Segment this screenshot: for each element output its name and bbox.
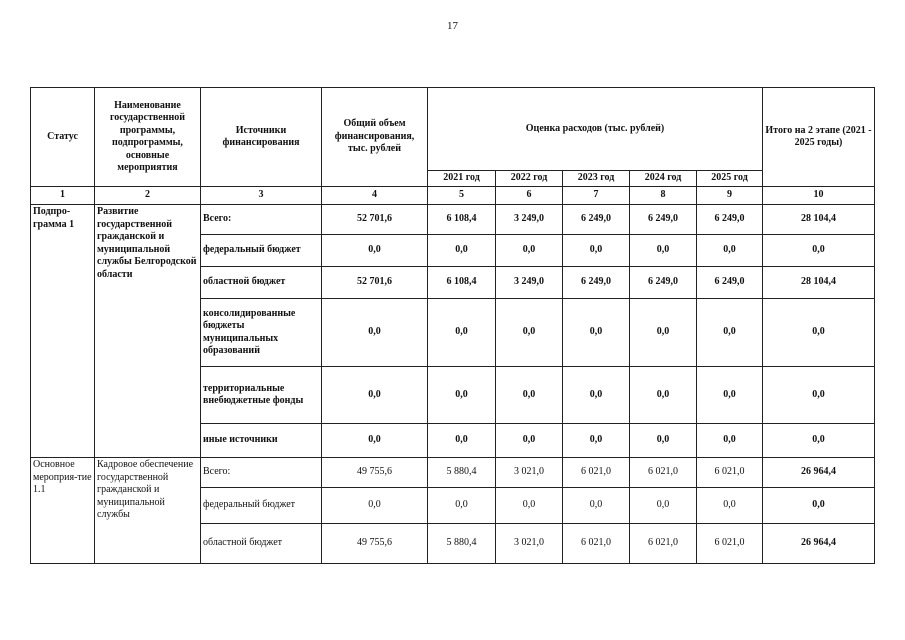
cell-value: 3 249,0 — [496, 205, 563, 235]
cell-value: 0,0 — [563, 488, 630, 524]
row-status: Основное мероприя-тие 1.1 — [31, 458, 95, 564]
table-row — [31, 205, 875, 235]
row-source: Всего: — [201, 205, 322, 235]
cell-value: 5 880,4 — [428, 458, 496, 488]
row-source: Всего: — [201, 458, 322, 488]
row-name: Кадровое обеспечение государственной гражданской и муниципальной службы — [95, 458, 201, 564]
header-stage-total: Итого на 2 этапе (2021 - 2025 годы) — [763, 88, 875, 187]
row-source: федеральный бюджет — [201, 488, 322, 524]
column-numbers-row — [31, 187, 875, 205]
cell-value: 6 021,0 — [697, 458, 763, 488]
cell-value: 0,0 — [496, 235, 563, 267]
header-year: 2025 год — [697, 171, 763, 187]
cell-value: 0,0 — [322, 424, 428, 458]
header-status: Статус — [31, 88, 95, 187]
cell-value: 6 108,4 — [428, 205, 496, 235]
cell-value: 0,0 — [763, 235, 875, 267]
cell-value: 6 249,0 — [630, 267, 697, 299]
cell-value: 49 755,6 — [322, 524, 428, 564]
row-source: иные источники — [201, 424, 322, 458]
cell-value: 28 104,4 — [763, 267, 875, 299]
cell-value: 0,0 — [630, 235, 697, 267]
row-source: областной бюджет — [201, 524, 322, 564]
cell-value: 0,0 — [697, 424, 763, 458]
cell-value: 6 021,0 — [630, 458, 697, 488]
cell-value: 0,0 — [697, 367, 763, 424]
cell-value: 26 964,4 — [763, 458, 875, 488]
cell-value: 0,0 — [697, 299, 763, 367]
cell-value: 6 021,0 — [563, 524, 630, 564]
header-year: 2022 год — [496, 171, 563, 187]
row-source: территориальные внебюджетные фонды — [201, 367, 322, 424]
cell-value: 6 249,0 — [563, 267, 630, 299]
cell-value: 0,0 — [763, 424, 875, 458]
cell-value: 0,0 — [428, 488, 496, 524]
cell-value: 0,0 — [630, 424, 697, 458]
row-source: областной бюджет — [201, 267, 322, 299]
row-source: консолидированные бюджеты муниципальных образований — [201, 299, 322, 367]
cell-value: 0,0 — [763, 367, 875, 424]
header-total: Общий объем финансирования, тыс. рублей — [322, 88, 428, 187]
col-number: 6 — [496, 187, 563, 205]
cell-value: 0,0 — [428, 367, 496, 424]
col-number: 7 — [563, 187, 630, 205]
cell-value: 0,0 — [496, 424, 563, 458]
cell-value: 0,0 — [496, 367, 563, 424]
cell-value: 6 249,0 — [697, 205, 763, 235]
header-year: 2021 год — [428, 171, 496, 187]
row-source: федеральный бюджет — [201, 235, 322, 267]
cell-value: 0,0 — [563, 424, 630, 458]
row-name: Развитие государственной гражданской и муниципальной службы Белгородской области — [95, 205, 201, 458]
cell-value: 0,0 — [496, 488, 563, 524]
cell-value: 0,0 — [428, 424, 496, 458]
cell-value: 28 104,4 — [763, 205, 875, 235]
cell-value: 0,0 — [563, 299, 630, 367]
cell-value: 6 249,0 — [630, 205, 697, 235]
header-year: 2023 год — [563, 171, 630, 187]
cell-value: 0,0 — [428, 299, 496, 367]
cell-value: 3 021,0 — [496, 458, 563, 488]
cell-value: 0,0 — [322, 488, 428, 524]
cell-value: 52 701,6 — [322, 205, 428, 235]
cell-value: 0,0 — [563, 367, 630, 424]
header-year: 2024 год — [630, 171, 697, 187]
expenditure-table — [30, 87, 875, 564]
cell-value: 49 755,6 — [322, 458, 428, 488]
cell-value: 52 701,6 — [322, 267, 428, 299]
col-number: 1 — [31, 187, 95, 205]
cell-value: 0,0 — [763, 299, 875, 367]
col-number: 4 — [322, 187, 428, 205]
cell-value: 5 880,4 — [428, 524, 496, 564]
cell-value: 6 021,0 — [697, 524, 763, 564]
col-number: 8 — [630, 187, 697, 205]
cell-value: 6 249,0 — [563, 205, 630, 235]
cell-value: 0,0 — [322, 367, 428, 424]
row-status: Подпро-грамма 1 — [31, 205, 95, 458]
cell-value: 0,0 — [496, 299, 563, 367]
col-number: 2 — [95, 187, 201, 205]
col-number: 5 — [428, 187, 496, 205]
cell-value: 0,0 — [428, 235, 496, 267]
header-estimate: Оценка расходов (тыс. рублей) — [428, 88, 763, 171]
cell-value: 0,0 — [697, 235, 763, 267]
cell-value: 6 021,0 — [563, 458, 630, 488]
cell-value: 3 021,0 — [496, 524, 563, 564]
cell-value: 0,0 — [630, 299, 697, 367]
cell-value: 0,0 — [763, 488, 875, 524]
cell-value: 26 964,4 — [763, 524, 875, 564]
col-number: 3 — [201, 187, 322, 205]
cell-value: 0,0 — [697, 488, 763, 524]
cell-value: 6 249,0 — [697, 267, 763, 299]
cell-value: 0,0 — [322, 299, 428, 367]
header-sources: Источники финансирования — [201, 88, 322, 187]
cell-value: 6 108,4 — [428, 267, 496, 299]
col-number: 9 — [697, 187, 763, 205]
cell-value: 0,0 — [322, 235, 428, 267]
cell-value: 0,0 — [563, 235, 630, 267]
cell-value: 0,0 — [630, 488, 697, 524]
col-number: 10 — [763, 187, 875, 205]
cell-value: 3 249,0 — [496, 267, 563, 299]
page-number: 17 — [447, 20, 458, 32]
table-row — [31, 458, 875, 488]
cell-value: 6 021,0 — [630, 524, 697, 564]
cell-value: 0,0 — [630, 367, 697, 424]
header-name: Наименование государственной программы, подпрограммы, основные мероприятия — [95, 88, 201, 187]
